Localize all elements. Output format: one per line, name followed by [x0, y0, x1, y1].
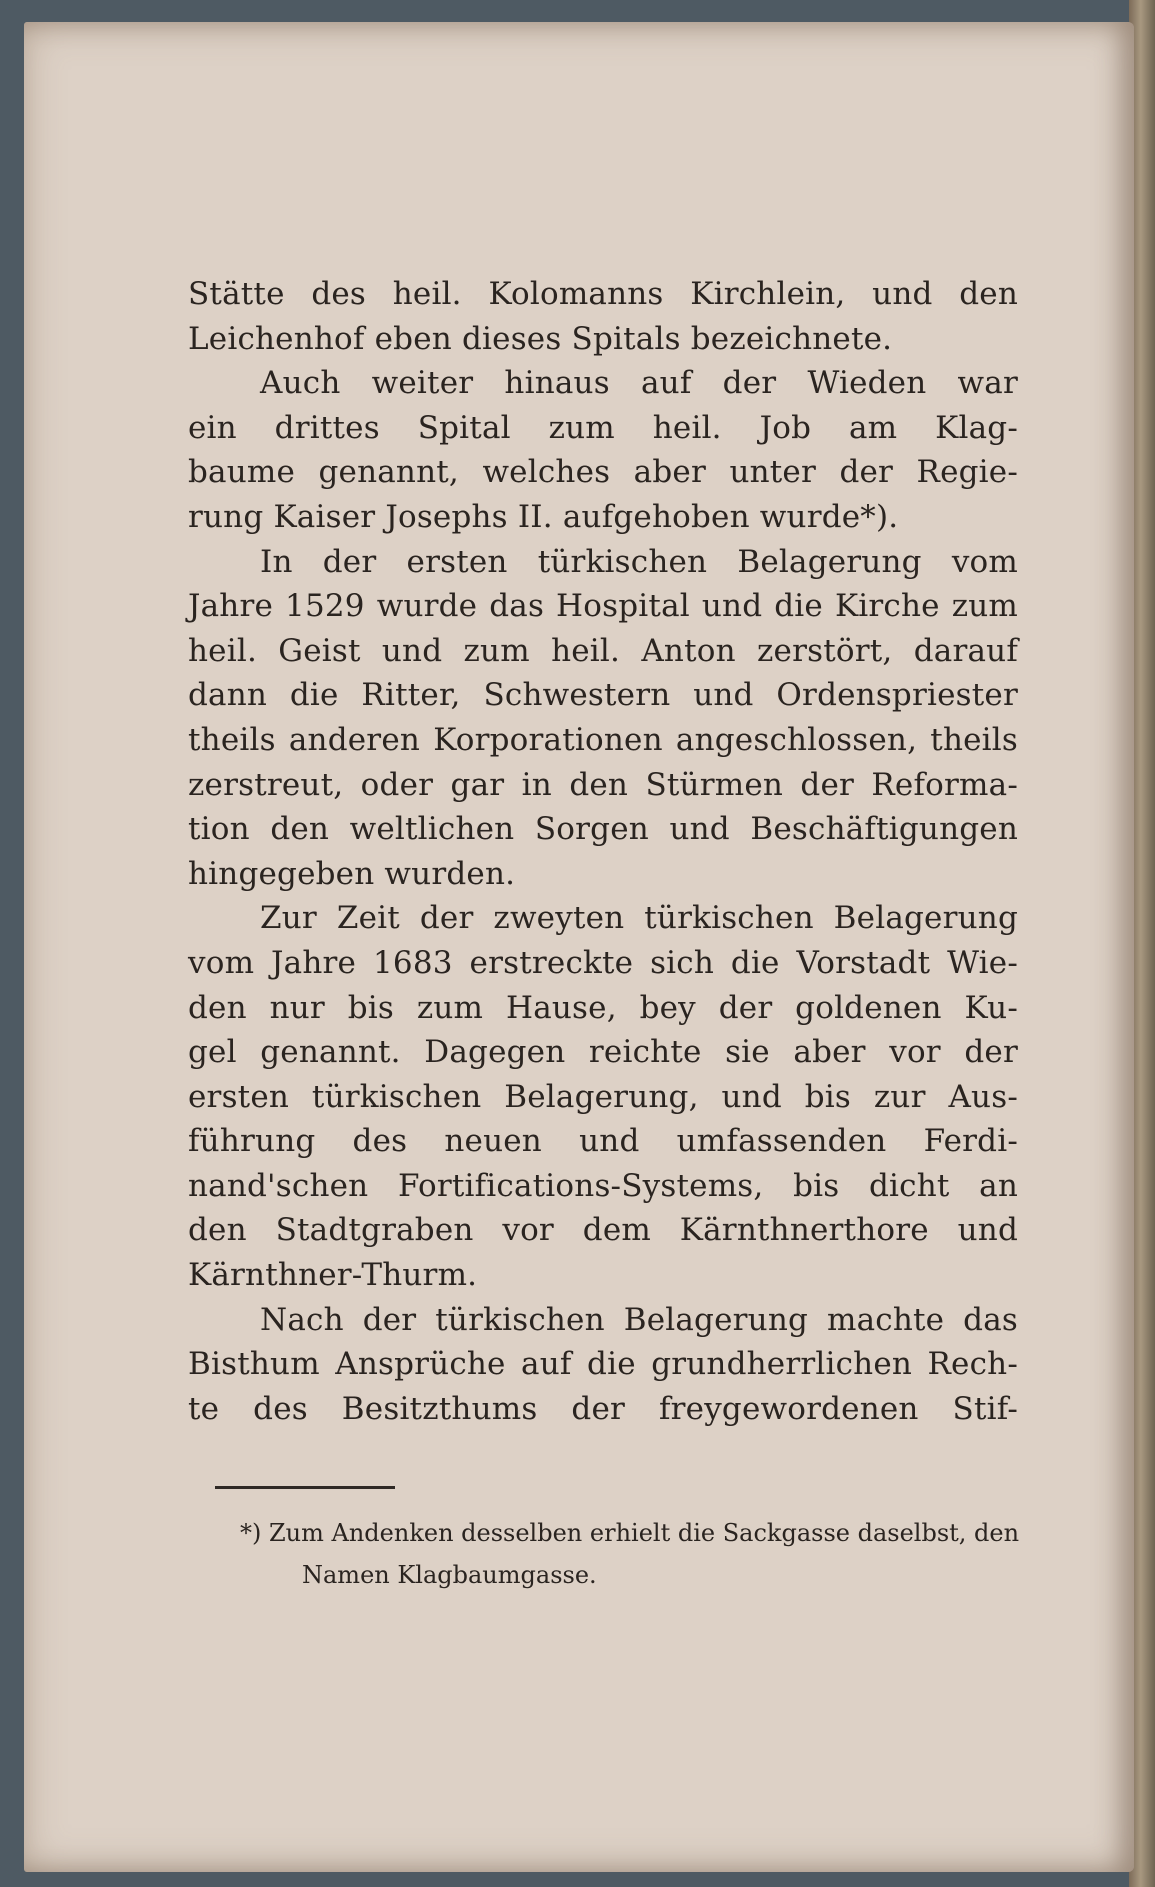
text-line: tion den weltlichen Sorgen und Beschäftigungen	[188, 811, 1018, 848]
text-line: Bisthum Ansprüche auf die grundherrlichen Rech-	[188, 1346, 1018, 1383]
text-line: vom Jahre 1683 erstreckte sich die Vorstadt Wie-	[188, 944, 1018, 981]
text-line: den Stadtgraben vor dem Kärnthnerthore und	[188, 1212, 1018, 1249]
text-line: hingegeben wurden.	[188, 855, 516, 892]
text-line: heil. Geist und zum heil. Anton zerstört, darauf	[188, 632, 1018, 669]
text-line: ersten türkischen Belagerung, und bis zur Aus-	[188, 1078, 1018, 1115]
footnote	[240, 1512, 1020, 1596]
footnote-divider	[215, 1486, 395, 1489]
text-line: ein drittes Spital zum heil. Job am Klag-	[188, 409, 1018, 446]
text-line: Leichenhof eben dieses Spitals bezeichnete.	[188, 320, 893, 357]
text-line: zerstreut, oder gar in den Stürmen der Reforma-	[188, 766, 1018, 803]
text-line: dann die Ritter, Schwestern und Ordenspriester	[188, 677, 1018, 714]
text-line: Nach der türkischen Belagerung machte das	[260, 1301, 1018, 1338]
text-line: Zur Zeit der zweyten türkischen Belagerung	[260, 900, 1018, 937]
text-line: gel genannt. Dagegen reichte sie aber vor der	[188, 1034, 1018, 1071]
text-line: Stätte des heil. Kolomanns Kirchlein, und den	[188, 276, 1018, 312]
text-line: In der ersten türkischen Belagerung vom	[260, 543, 1018, 580]
body-text	[188, 272, 1018, 1431]
footnote-line: Namen Klagbaumgasse.	[302, 1561, 597, 1589]
text-line: nand'schen Fortifications-Systems, bis dicht an	[188, 1167, 1018, 1204]
text-line: theils anderen Korporationen angeschlossen, theils	[188, 721, 1018, 758]
text-line: Jahre 1529 wurde das Hospital und die Kirche zum	[188, 588, 1018, 625]
text-line: Auch weiter hinaus auf der Wieden war	[260, 365, 1018, 402]
text-line: rung Kaiser Josephs II. aufgehoben wurde*).	[188, 498, 899, 535]
text-line: Kärnthner-Thurm.	[188, 1257, 478, 1294]
text-line: führung des neuen und umfassenden Ferdi-	[188, 1123, 1018, 1160]
text-line: te des Besitzthums der freygewordenen Stif-	[188, 1390, 1018, 1427]
footnote-line: *) Zum Andenken desselben erhielt die Sackgasse daselbst, den	[240, 1519, 1020, 1547]
text-line: baume genannt, welches aber unter der Regie-	[188, 454, 1018, 491]
text-line: den nur bis zum Hause, bey der goldenen Ku-	[188, 989, 1018, 1026]
